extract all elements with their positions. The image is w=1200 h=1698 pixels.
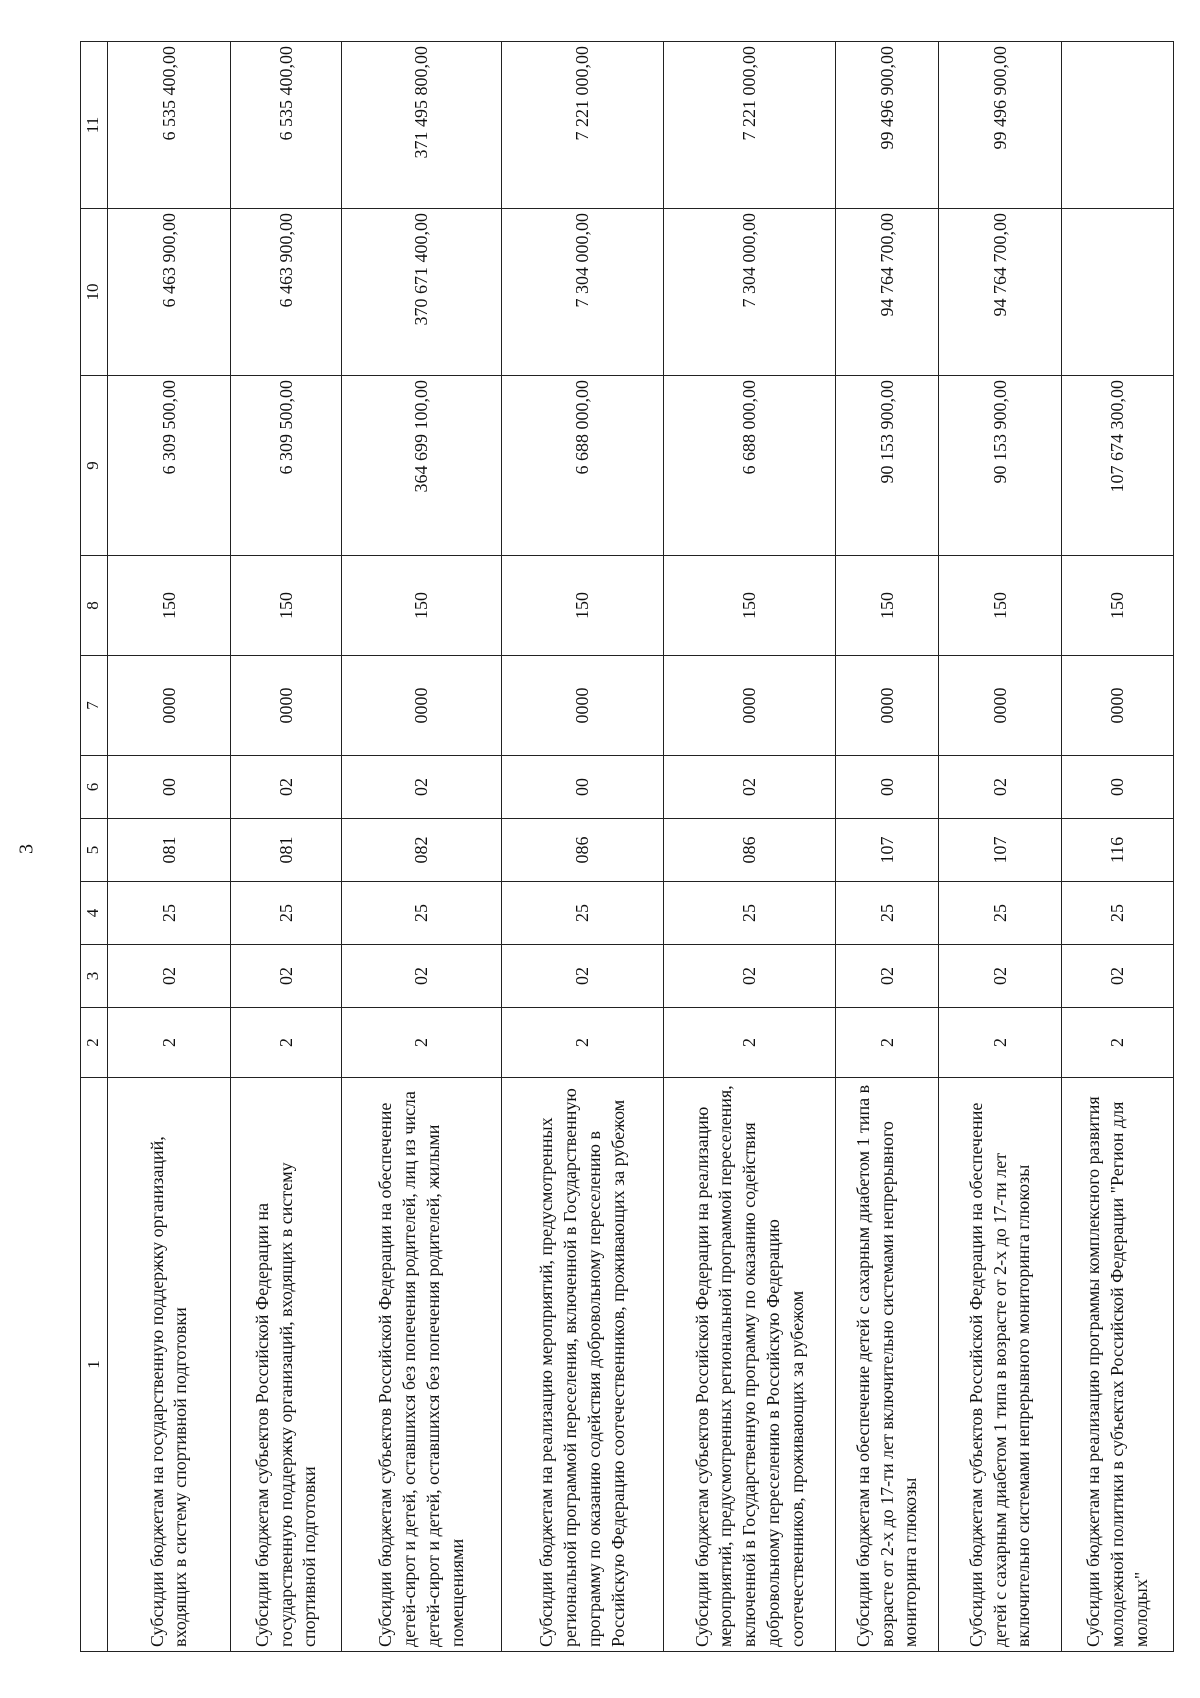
cell-c9: 6 688 000,00 bbox=[664, 376, 836, 556]
row-name-cell: Субсидии бюджетам субъектов Российской Федерации на реализацию мероприятий, предусмотренных региональной программой переселения, включенной в Государственную программу по оказанию содействия добровольному переселению в Российскую Федерацию соотечественников, проживающих за рубежом bbox=[664, 1078, 836, 1652]
cell-c11: 99 496 900,00 bbox=[836, 42, 939, 209]
table-body bbox=[81, 42, 1174, 1652]
column-number: 11 bbox=[81, 42, 108, 209]
row-name-cell: Субсидии бюджетам субъектов Российской Федерации на обеспечение детей с сахарным диабетом 1 типа в возрасте от 2-х до 17-ти лет включительно системами непрерывного мониторинга глюкозы bbox=[939, 1078, 1062, 1652]
cell-c8: 150 bbox=[836, 556, 939, 656]
cell-c7: 0000 bbox=[502, 656, 664, 756]
column-number: 8 bbox=[81, 556, 108, 656]
cell-c2: 2 bbox=[1062, 1008, 1174, 1078]
cell-c6: 02 bbox=[342, 756, 502, 819]
row-name-cell: Субсидии бюджетам на реализацию программы комплексного развития молодежной политики в субъектах Российской Федерации "Регион для молодых" bbox=[1062, 1078, 1174, 1652]
cell-c5: 081 bbox=[231, 819, 342, 882]
cell-c5: 107 bbox=[939, 819, 1062, 882]
cell-c8: 150 bbox=[502, 556, 664, 656]
cell-c6: 00 bbox=[502, 756, 664, 819]
cell-c7: 0000 bbox=[342, 656, 502, 756]
row-name-cell: Субсидии бюджетам субъектов Российской Федерации на государственную поддержку организаций, входящих в систему спортивной подготовки bbox=[231, 1078, 342, 1652]
cell-c7: 0000 bbox=[664, 656, 836, 756]
cell-c3: 02 bbox=[1062, 945, 1174, 1008]
cell-c2: 2 bbox=[231, 1008, 342, 1078]
cell-c4: 25 bbox=[836, 882, 939, 945]
cell-c5: 086 bbox=[502, 819, 664, 882]
cell-c6: 00 bbox=[1062, 756, 1174, 819]
table-row bbox=[231, 42, 342, 1652]
cell-c7: 0000 bbox=[108, 656, 231, 756]
row-name-cell: Субсидии бюджетам на государственную поддержку организаций, входящих в систему спортивной подготовки bbox=[108, 1078, 231, 1652]
cell-c5: 086 bbox=[664, 819, 836, 882]
cell-c10: 6 463 900,00 bbox=[108, 209, 231, 376]
cell-c10: 7 304 000,00 bbox=[502, 209, 664, 376]
cell-c10: 94 764 700,00 bbox=[939, 209, 1062, 376]
cell-c5: 081 bbox=[108, 819, 231, 882]
cell-c3: 02 bbox=[664, 945, 836, 1008]
cell-c8: 150 bbox=[342, 556, 502, 656]
rotated-sheet bbox=[80, 42, 1151, 1652]
column-number-row bbox=[81, 42, 108, 1652]
cell-c2: 2 bbox=[342, 1008, 502, 1078]
cell-c11: 6 535 400,00 bbox=[108, 42, 231, 209]
table-row bbox=[342, 42, 502, 1652]
cell-c11 bbox=[1062, 42, 1174, 209]
cell-c3: 02 bbox=[939, 945, 1062, 1008]
cell-c2: 2 bbox=[836, 1008, 939, 1078]
cell-c7: 0000 bbox=[1062, 656, 1174, 756]
cell-c7: 0000 bbox=[836, 656, 939, 756]
cell-c8: 150 bbox=[664, 556, 836, 656]
cell-c10 bbox=[1062, 209, 1174, 376]
column-number: 10 bbox=[81, 209, 108, 376]
cell-c6: 02 bbox=[664, 756, 836, 819]
cell-c8: 150 bbox=[108, 556, 231, 656]
cell-c8: 150 bbox=[231, 556, 342, 656]
table-row bbox=[108, 42, 231, 1652]
cell-c10: 7 304 000,00 bbox=[664, 209, 836, 376]
cell-c10: 94 764 700,00 bbox=[836, 209, 939, 376]
cell-c5: 116 bbox=[1062, 819, 1174, 882]
cell-c11: 371 495 800,00 bbox=[342, 42, 502, 209]
column-number: 9 bbox=[81, 376, 108, 556]
cell-c11: 6 535 400,00 bbox=[231, 42, 342, 209]
cell-c2: 2 bbox=[502, 1008, 664, 1078]
cell-c4: 25 bbox=[1062, 882, 1174, 945]
table-row bbox=[502, 42, 664, 1652]
cell-c7: 0000 bbox=[939, 656, 1062, 756]
cell-c9: 90 153 900,00 bbox=[939, 376, 1062, 556]
cell-c3: 02 bbox=[108, 945, 231, 1008]
cell-c5: 082 bbox=[342, 819, 502, 882]
cell-c9: 364 699 100,00 bbox=[342, 376, 502, 556]
row-name-cell: Субсидии бюджетам на реализацию мероприятий, предусмотренных региональной программой переселения, включенной в Государственную программу по оказанию содействия добровольному переселению в Российскую Федерацию соотечественников, проживающих за рубежом bbox=[502, 1078, 664, 1652]
cell-c4: 25 bbox=[108, 882, 231, 945]
column-number: 3 bbox=[81, 945, 108, 1008]
cell-c9: 6 688 000,00 bbox=[502, 376, 664, 556]
cell-c3: 02 bbox=[342, 945, 502, 1008]
table-row bbox=[836, 42, 939, 1652]
cell-c11: 7 221 000,00 bbox=[502, 42, 664, 209]
cell-c5: 107 bbox=[836, 819, 939, 882]
table-row bbox=[1062, 42, 1174, 1652]
cell-c4: 25 bbox=[664, 882, 836, 945]
row-name-cell: Субсидии бюджетам субъектов Российской Федерации на обеспечение детей-сирот и детей, оставшихся без попечения родителей, лиц из числа детей-сирот и детей, оставшихся без попечения родителей, жилыми помещениями bbox=[342, 1078, 502, 1652]
cell-c11: 7 221 000,00 bbox=[664, 42, 836, 209]
cell-c9: 107 674 300,00 bbox=[1062, 376, 1174, 556]
cell-c11: 99 496 900,00 bbox=[939, 42, 1062, 209]
cell-c2: 2 bbox=[664, 1008, 836, 1078]
cell-c9: 90 153 900,00 bbox=[836, 376, 939, 556]
cell-c6: 00 bbox=[836, 756, 939, 819]
cell-c2: 2 bbox=[108, 1008, 231, 1078]
table-row bbox=[664, 42, 836, 1652]
table-row bbox=[939, 42, 1062, 1652]
cell-c3: 02 bbox=[836, 945, 939, 1008]
cell-c3: 02 bbox=[231, 945, 342, 1008]
cell-c7: 0000 bbox=[231, 656, 342, 756]
column-number: 2 bbox=[81, 1008, 108, 1078]
column-number: 7 bbox=[81, 656, 108, 756]
cell-c10: 370 671 400,00 bbox=[342, 209, 502, 376]
cell-c10: 6 463 900,00 bbox=[231, 209, 342, 376]
column-number: 4 bbox=[81, 882, 108, 945]
column-number: 5 bbox=[81, 819, 108, 882]
cell-c4: 25 bbox=[939, 882, 1062, 945]
cell-c4: 25 bbox=[231, 882, 342, 945]
page-number: 3 bbox=[15, 844, 38, 854]
cell-c6: 00 bbox=[108, 756, 231, 819]
cell-c4: 25 bbox=[502, 882, 664, 945]
row-name-cell: Субсидии бюджетам на обеспечение детей с сахарным диабетом 1 типа в возрасте от 2-х до 17-ти лет включительно системами непрерывного мониторинга глюкозы bbox=[836, 1078, 939, 1652]
cell-c3: 02 bbox=[502, 945, 664, 1008]
cell-c2: 2 bbox=[939, 1008, 1062, 1078]
cell-c9: 6 309 500,00 bbox=[231, 376, 342, 556]
column-number: 1 bbox=[81, 1078, 108, 1652]
cell-c4: 25 bbox=[342, 882, 502, 945]
cell-c8: 150 bbox=[939, 556, 1062, 656]
cell-c6: 02 bbox=[231, 756, 342, 819]
cell-c9: 6 309 500,00 bbox=[108, 376, 231, 556]
cell-c6: 02 bbox=[939, 756, 1062, 819]
column-number: 6 bbox=[81, 756, 108, 819]
cell-c8: 150 bbox=[1062, 556, 1174, 656]
budget-table bbox=[80, 41, 1174, 1652]
